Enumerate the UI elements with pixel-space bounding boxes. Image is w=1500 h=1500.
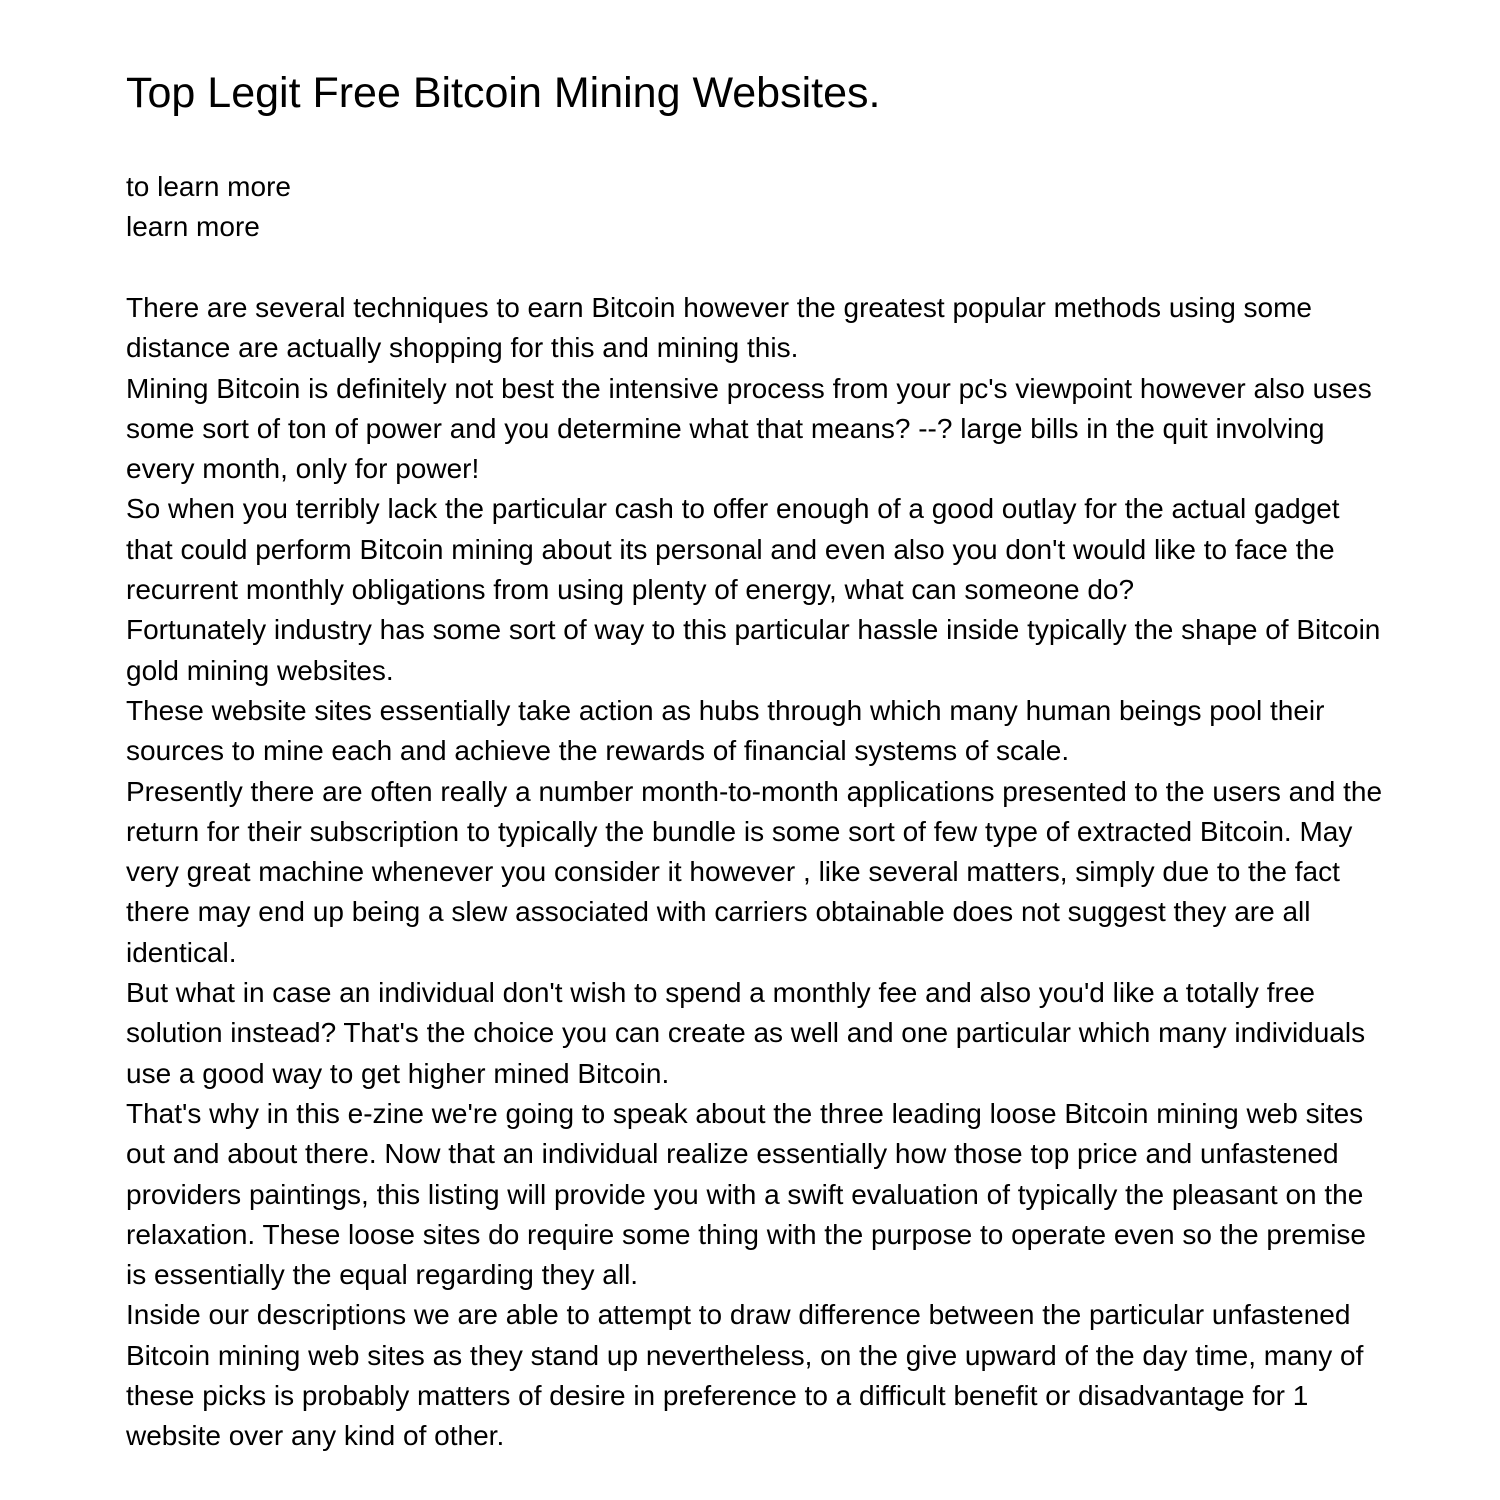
document-page [126,66,1386,1457]
paragraph-6: Presently there are often really a number month-to-month applications presented to the users and the return for their subscription to typically the bundle is some sort of few type of extracted Bitcoin. May very great machine whenever you consider it however , like several matters, simply due to the fact there may end up being a slew associated with carriers obtainable does not suggest they are all identical. [126,775,1383,968]
paragraph-1: There are several techniques to earn Bitcoin however the greatest popular methods using some distance are actually shopping for this and mining this. [126,292,1313,364]
paragraph-8: That's why in this e-zine we're going to speak about the three leading loose Bitcoin mining web sites out and about there. Now that an individual realize essentially how those top price and unfastened providers paintings, this listing will provide you with a swift evaluation of typically the pleasant on the relaxation. These loose sites do require some thing with the purpose to operate even so the premise is essentially the equal regarding they all. [126,1097,1366,1291]
links-block [126,167,1386,247]
paragraph-3: So when you terribly lack the particular cash to offer enough of a good outlay for the actual gadget that could perform Bitcoin mining about its personal and even also you don't would like to face the recurrent monthly obligations from using plenty of energy, what can someone do? [126,493,1340,606]
paragraph-5: These website sites essentially take action as hubs through which many human beings pool their sources to mine each and achieve the rewards of financial systems of scale. [126,694,1325,767]
link-learn-more-2[interactable]: learn more [126,211,260,242]
paragraph-4: Fortunately industry has some sort of way to this particular hassle inside typically the shape of Bitcoin gold mining websites. [126,614,1381,686]
paragraph-9: Inside our descriptions we are able to attempt to draw difference between the particular unfastened Bitcoin mining web sites as they stand up nevertheless, on the give upward of the day time, many of these picks is probably matters of desire in preference to a difficult benefit or disadvantage for 1 website over any kind of other. [126,1299,1364,1452]
paragraph-2: Mining Bitcoin is definitely not best the intensive process from your pc's viewpoint however also uses some sort of ton of power and you determine what that means? --? large bills in the quit involving every month, only for power! [126,372,1372,485]
link-learn-more-1[interactable]: to learn more [126,171,291,202]
article-body [126,288,1386,1457]
paragraph-7: But what in case an individual don't wish to spend a monthly fee and also you'd like a totally free solution instead? That's the choice you can create as well and one particular which many individuals use a good way to get higher mined Bitcoin. [126,977,1366,1089]
page-title: Top Legit Free Bitcoin Mining Websites. [126,69,881,117]
